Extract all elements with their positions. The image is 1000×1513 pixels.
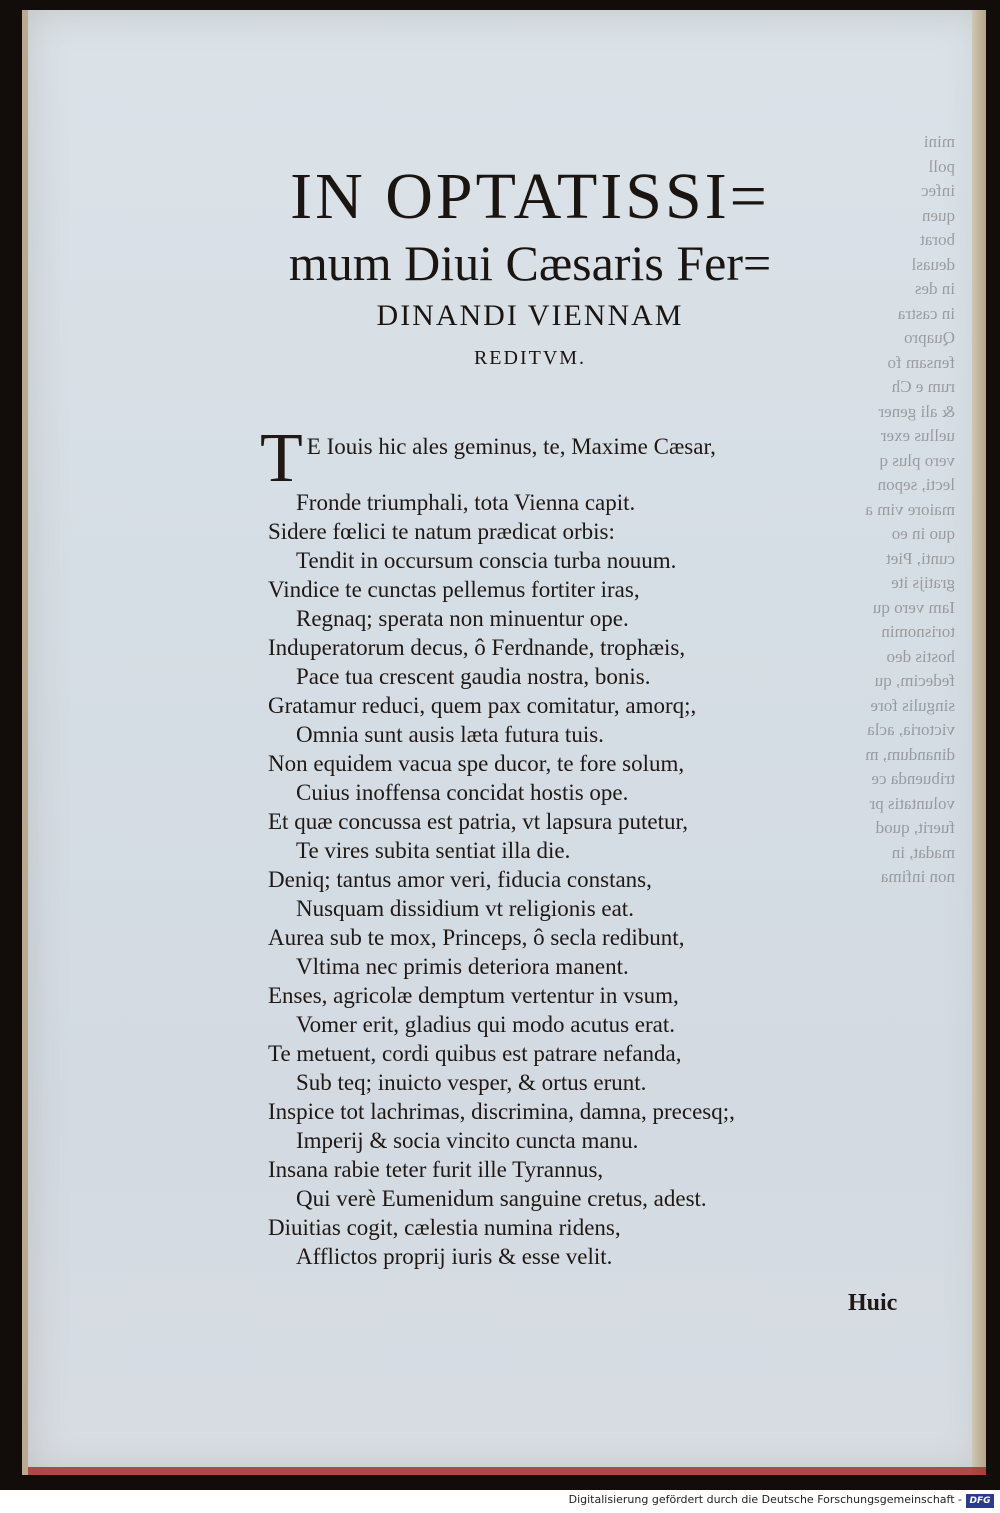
poem-line: Tendit in occursum conscia turba nouum. <box>296 548 677 573</box>
poem-line: Vindice te cunctas pellemus fortiter iras, <box>268 577 640 602</box>
bleed-line: borat <box>920 230 955 249</box>
bleed-line: poll <box>928 156 955 176</box>
poem-line: Fronde triumphali, tota Vienna capit. <box>296 490 636 515</box>
bleed-line: quo in eo <box>891 524 955 543</box>
bleed-line: mini <box>923 132 955 151</box>
bleed-line: victoria, acla <box>867 720 955 739</box>
heading-line-1: IN OPTATISSI= <box>290 160 770 233</box>
bleed-line: singulis fore <box>870 695 955 715</box>
bleed-line: Iam vero qu <box>872 597 955 617</box>
poem-line: Nusquam dissidium vt religionis eat. <box>296 896 634 921</box>
poem-line: Vltima nec primis deteriora manent. <box>296 954 629 979</box>
poem-line: Te metuent, cordi quibus est patrare nefanda, <box>268 1041 682 1066</box>
bleed-line: & ali gener <box>878 401 955 421</box>
poem-line: Vomer erit, gladius qui modo acutus erat. <box>296 1012 675 1037</box>
bleed-line: vero plus q <box>879 450 955 470</box>
bleed-line: rum e Ch <box>891 377 955 396</box>
bleed-line: infec <box>921 181 955 200</box>
poem-line: Non equidem vacua spe ducor, te fore solum, <box>268 751 685 776</box>
heading-line-3: DINANDI VIENNAM <box>376 299 684 332</box>
bleed-line: tribuenda ce <box>871 769 955 788</box>
poem-line: Afflictos proprij iuris & esse velit. <box>296 1244 613 1269</box>
bleed-line: voluntatis pr <box>869 793 955 813</box>
bleed-line: uellus exer <box>880 426 955 445</box>
bleed-line: maiore vim a <box>865 499 955 519</box>
poem-body <box>260 420 802 1271</box>
poem-line: Regnaq; sperata non minuentur ope. <box>296 606 629 631</box>
bleed-line: madat, in <box>891 842 955 862</box>
bleed-line: hostis deo <box>886 646 955 666</box>
heading-line-4: REDITVM. <box>473 347 587 369</box>
page-edge-right <box>972 10 986 1475</box>
bleed-line: deuasl <box>911 254 955 274</box>
footer-bar <box>0 1490 1000 1513</box>
bleed-line: non infima <box>880 867 955 886</box>
poem-line: Et quæ concussa est patria, vt lapsura putetur, <box>268 809 688 834</box>
poem-line: Diuitias cogit, cælestia numina ridens, <box>268 1215 621 1240</box>
page-edge-bottom <box>28 1467 986 1475</box>
poem-line: Deniq; tantus amor veri, fiducia constans, <box>268 867 652 892</box>
poem-line: Qui verè Eumenidum sanguine cretus, adest. <box>296 1186 707 1211</box>
funding-notice: Digitalisierung gefördert durch die Deutsche Forschungsgemeinschaft - <box>568 1493 962 1506</box>
bleed-line: Quapro <box>904 328 955 347</box>
dfg-logo-icon: DFG <box>966 1494 994 1508</box>
poem-line: E Iouis hic ales geminus, te, Maxime Cæsar, <box>306 434 716 459</box>
bleed-line: cunti, Piet <box>886 548 955 568</box>
poem-line: Gratamur reduci, quem pax comitatur, amorq;, <box>268 693 697 718</box>
poem-heading <box>240 160 820 376</box>
bleed-line: quen <box>921 205 955 225</box>
bleed-line: torisnomin <box>881 622 955 641</box>
poem-line: Enses, agricolæ demptum vertentur in vsum, <box>268 983 679 1008</box>
bleed-line: dinandum, m <box>865 744 955 764</box>
poem-line: Induperatorum decus, ô Ferdnande, trophæis, <box>268 635 686 660</box>
poem-line: Sidere fœlici te natum prædicat orbis: <box>268 519 615 544</box>
poem-line: Cuius inoffensa concidat hostis ope. <box>296 780 629 805</box>
poem-line: Imperij & socia vincito cuncta manu. <box>296 1128 639 1153</box>
catchword: Huic <box>848 1290 898 1316</box>
heading-line-2: mum Diui Cæsaris Fer= <box>288 235 772 291</box>
poem-line: Sub teq; inuicto vesper, & ortus erunt. <box>296 1070 647 1095</box>
bleed-line: fedecim, qu <box>874 671 955 690</box>
drop-cap: T <box>260 420 303 497</box>
bleed-line: fensam fo <box>887 352 955 372</box>
poem-line: Te vires subita sentiat illa die. <box>296 838 571 863</box>
bleed-line: gratijs ite <box>891 573 955 592</box>
poem-line: Aurea sub te mox, Princeps, ô secla redibunt, <box>268 925 685 950</box>
poem-line: Omnia sunt ausis læta futura tuis. <box>296 722 604 747</box>
poem-line: Inspice tot lachrimas, discrimina, damna, precesq;, <box>268 1099 735 1124</box>
bleed-line: in castra <box>897 303 955 323</box>
bleed-line: in des <box>914 279 955 298</box>
poem-line: Pace tua crescent gaudia nostra, bonis. <box>296 664 651 689</box>
bleed-line: lecti, sepon <box>877 475 955 494</box>
poem-line: Insana rabie teter furit ille Tyrannus, <box>268 1157 604 1182</box>
bleed-line: fuerit, quod <box>875 818 955 837</box>
